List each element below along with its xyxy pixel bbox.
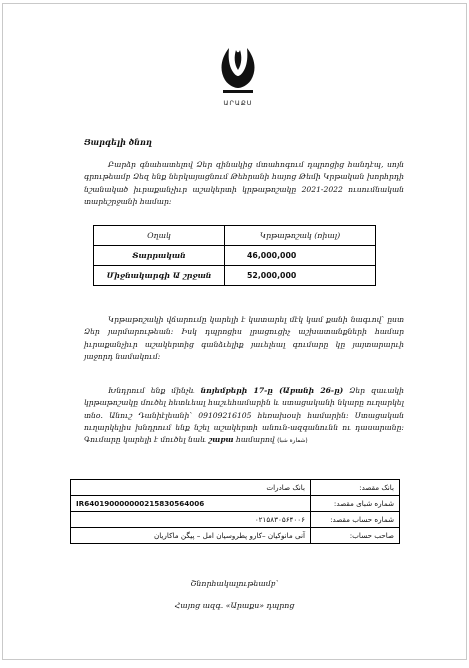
deadline-text-3: համարով <box>233 435 278 445</box>
deadline-text-1: Խնդրում ենք մինչև <box>108 386 201 395</box>
bank-table <box>70 479 400 544</box>
bank-row <box>71 512 400 528</box>
sheba-word: շաբա <box>208 435 234 445</box>
fee-table-header <box>94 226 376 246</box>
deadline-date: նոյեմբերի 17-ը (Աբանի 26-ը) <box>200 386 344 395</box>
intro-paragraph: Բարձր գնահատելով Ձեր զինակից մտահոգում դպրոցից հանդէպ, սոյն գրութեամբ Ձեզ ենք ներկայացնում Թեհրանի հայոց Թեմի Կրթական խորհրդի նշանակած իւրաքանչիւր աշակերտի կրթաթոշակը 2021-2022 ուսումնական տարեշրջանի համար։ <box>84 160 404 206</box>
fee-amount: 52,000,000 <box>225 266 376 286</box>
greeting: Յարգելի ծնող <box>84 137 152 147</box>
bank-row <box>71 480 400 496</box>
sheba-number <box>71 496 311 512</box>
fee-table-row <box>94 246 376 266</box>
sheba-persian-note: (شماره شبا) <box>277 438 308 445</box>
fee-header-level: Օղակ <box>94 226 225 246</box>
bank-label: صاحب حساب: <box>311 528 400 544</box>
fee-level: Միջնակարգի Ա շրջան <box>94 266 225 286</box>
deadline-text-2: Ձեր զաւակի կրթաթոշակը մուծել հետևեալ հաշւեհամարին և ստացականի նկարը ուղարկել տնօ. Անուշ Դանիէլեանի՝ 09109216105 հեռախօսի համարին։ Ստացական ուղարկելիս խնդրում ենք նշել աշակերտի անուն-ազգանունն ու դասարանը։ Գումարը կարելի է մուծել նաև <box>84 386 404 445</box>
bank-value: بانک صادرات <box>71 480 311 496</box>
bank-label: بانک مقصد: <box>311 480 400 496</box>
fee-table <box>93 225 376 286</box>
bank-row <box>71 496 400 512</box>
fee-level: Տարրական <box>94 246 225 266</box>
payment-paragraph: Կրթաթոշակի վճարումը կարելի է կատարել մէկ կամ քանի նագւով՝ ըստ Ձեր յարմարութեան։ Իսկ դպրոցիս լրացուցիչ աշխատանքների համար իւրաքանչիւր աշակերտից գանձւելիք յաւելեալ գումարը կը յայտարարւի յաջորդ նամակում։ <box>84 315 404 361</box>
bank-label: شماره شبای مقصد: <box>311 496 400 512</box>
fee-amount: 46,000,000 <box>225 246 376 266</box>
fee-header-amount: Կրթաթոշակ (ռիալ) <box>225 226 376 246</box>
bank-label: شماره حساب مقصد: <box>311 512 400 528</box>
sheba-number-text: IR640190000000215830564006 <box>76 499 205 508</box>
account-number: ۰۲۱۵۸۳۰۵۶۴۰۰۶ <box>71 512 311 528</box>
araks-logo-icon <box>215 44 261 96</box>
thanks-line: Շնորհակալութեամբ՝ <box>190 579 279 588</box>
school-signature: Հայոց ազգ. «Արաքս» դպրոց <box>174 601 295 610</box>
bank-row <box>71 528 400 544</box>
letter-page <box>2 3 467 660</box>
account-holder: آنی مانوکیان –کارو پطروسیان امل – پیگن ماکاریان <box>71 528 311 544</box>
logo-text: ԱՐԱՔՍ <box>223 99 253 107</box>
fee-table-row <box>94 266 376 286</box>
deadline-paragraph <box>84 385 404 447</box>
